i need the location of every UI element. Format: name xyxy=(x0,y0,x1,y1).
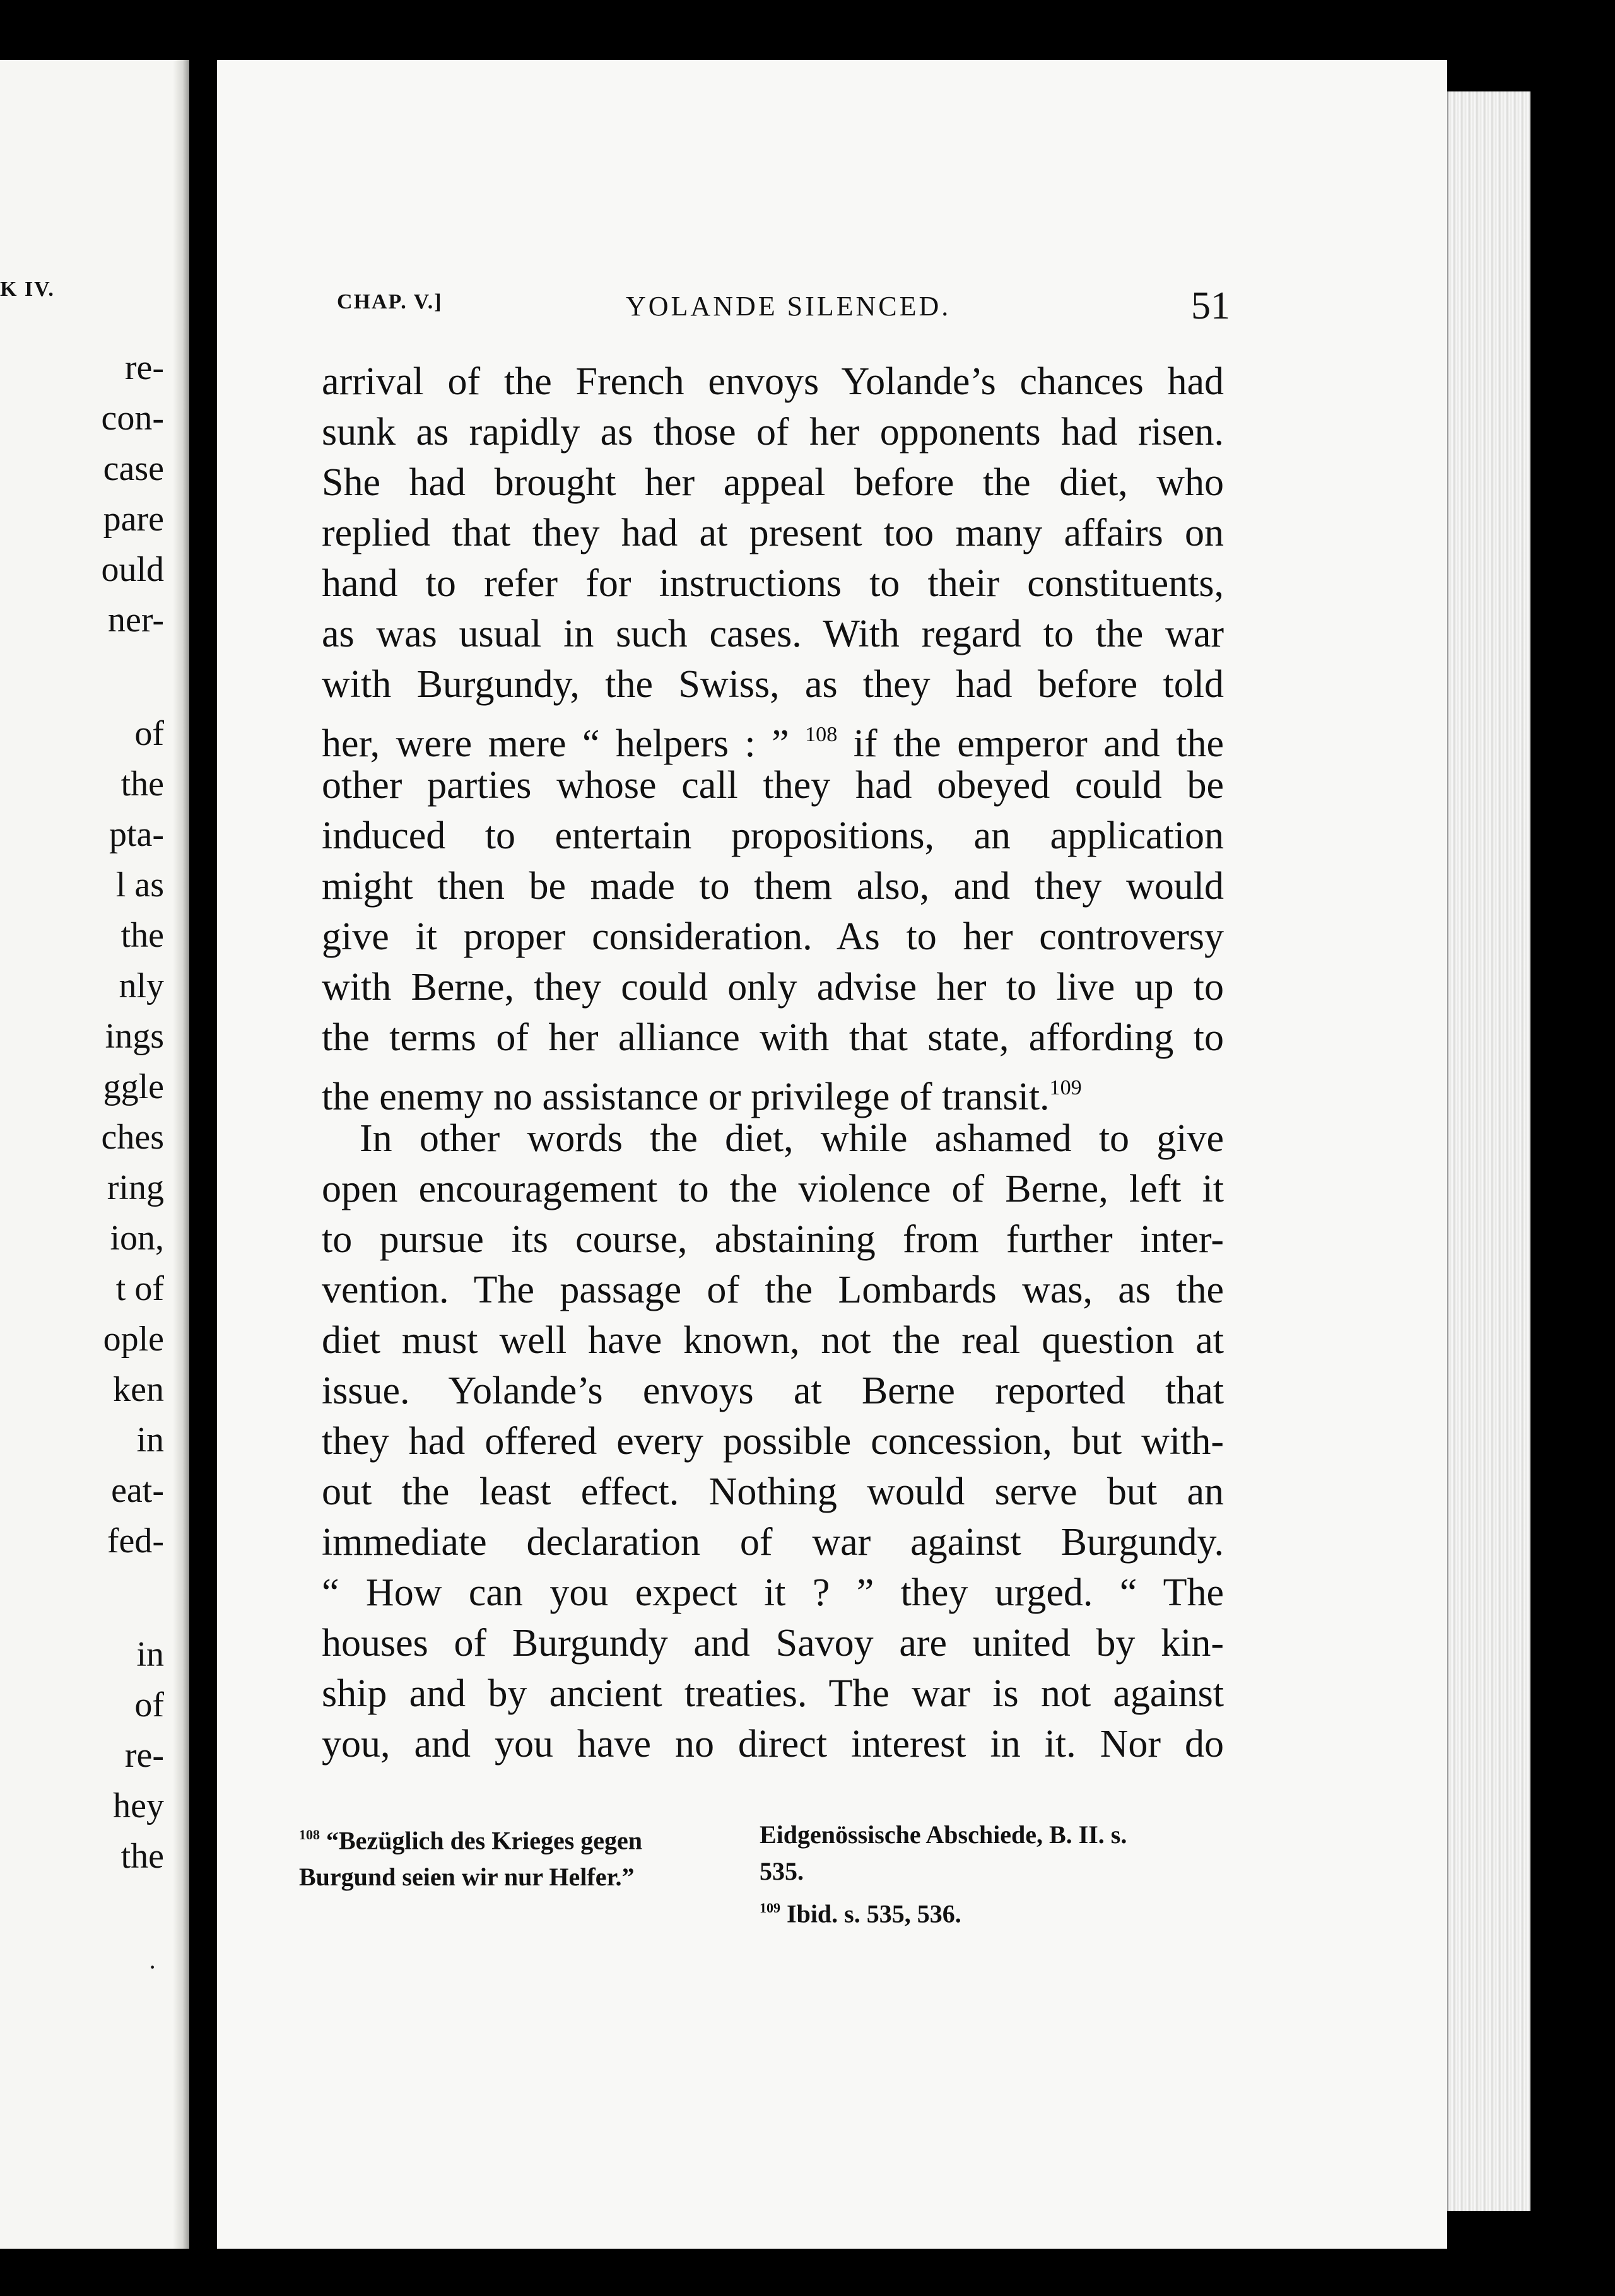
left-page-fragment: re- xyxy=(124,348,164,387)
footnote-line: Eidgenössische Abschiede, B. II. s. xyxy=(760,1820,1127,1849)
footnote-line: 535. xyxy=(760,1857,804,1885)
text-line: In other words the diet, while ashamed to give xyxy=(360,1117,1224,1160)
text-line: induced to entertain propositions, an application xyxy=(322,814,1224,857)
page-title: YOLANDE SILENCED. xyxy=(626,291,951,322)
text-line: open encouragement to the violence of Berne, left it xyxy=(322,1168,1224,1210)
left-running-head: K IV. xyxy=(0,278,55,301)
left-page-fragment: pare xyxy=(103,500,164,539)
left-page-fragment: the xyxy=(120,916,164,955)
left-page-fragment: hey xyxy=(113,1786,164,1825)
text-line: out the least effect. Nothing would serve but an xyxy=(322,1470,1224,1513)
text-line: they had offered every possible concession, but with- xyxy=(322,1420,1224,1463)
text-line: houses of Burgundy and Savoy are united by kin- xyxy=(322,1622,1224,1665)
text-line: sunk as rapidly as those of her opponents had risen. xyxy=(322,411,1224,454)
left-page-fragment: in xyxy=(136,1635,164,1674)
footnote-sources xyxy=(760,1817,1214,1932)
page-number: 51 xyxy=(1191,284,1230,327)
left-page-fragment: t of xyxy=(115,1269,164,1308)
running-head xyxy=(337,284,1230,341)
text-line: issue. Yolande’s envoys at Berne reported that xyxy=(322,1369,1224,1412)
text-line: diet must well have known, not the real question at xyxy=(322,1319,1224,1362)
text-line: other parties whose call they had obeyed could be xyxy=(322,764,1224,807)
left-page-fragment: re- xyxy=(124,1736,164,1775)
text-line: might then be made to them also, and they would xyxy=(322,865,1224,908)
left-page-fragment: ings xyxy=(105,1017,164,1056)
left-page-fragment: ken xyxy=(113,1370,164,1409)
footnote-number: 108 xyxy=(299,1827,320,1842)
body-text xyxy=(322,356,1224,1769)
left-page-fragment: the xyxy=(120,1837,164,1876)
book-spine-gap xyxy=(189,0,217,2296)
left-page-mark: · xyxy=(148,1953,157,1981)
left-page xyxy=(0,60,189,2249)
text-line: as was usual in such cases. With regard to the war xyxy=(322,612,1224,655)
left-page-fragment: ould xyxy=(101,550,164,589)
text-line-with-note xyxy=(322,1063,1224,1118)
footnote-ref-109[interactable]: 109 xyxy=(1049,1076,1082,1099)
left-page-fragment: of xyxy=(134,1685,164,1725)
text-line: “ How can you expect it ? ” they urged. “ The xyxy=(322,1571,1224,1614)
text-line: hand to refer for instructions to their constituents, xyxy=(322,562,1224,605)
left-page-fragment: ring xyxy=(107,1168,164,1207)
left-page-gutter xyxy=(173,60,189,2249)
text-line: with Burgundy, the Swiss, as they had before told xyxy=(322,663,1224,706)
left-page-fragment: fed- xyxy=(107,1521,164,1561)
left-page-fragment: eat- xyxy=(111,1471,164,1510)
chapter-label: CHAP. V.] xyxy=(337,290,443,313)
left-page-fragment: con- xyxy=(101,399,164,438)
left-page-fragment: the xyxy=(120,764,164,804)
left-page-fragment: pta- xyxy=(109,815,164,854)
text-line-with-note xyxy=(322,710,1224,765)
footnote-line xyxy=(299,1817,753,1859)
text-segment: if the emperor and the xyxy=(853,722,1224,765)
footnote-108 xyxy=(299,1817,753,1895)
text-segment: her, were mere “ helpers : ” xyxy=(322,722,789,765)
text-line: give it proper consideration. As to her controversy xyxy=(322,915,1224,958)
text-line: replied that they had at present too many affairs on xyxy=(322,512,1224,554)
text-line: with Berne, they could only advise her to live up to xyxy=(322,966,1224,1009)
left-page-fragment: ion, xyxy=(110,1219,164,1258)
footnote-text: “Bezüglich des Krieges gegen xyxy=(326,1826,643,1855)
left-page-fragment: ggle xyxy=(103,1067,164,1106)
text-line: immediate declaration of war against Burgundy. xyxy=(322,1521,1224,1564)
footnote-number: 109 xyxy=(760,1900,780,1916)
footnote-ref-108[interactable]: 108 xyxy=(805,723,838,746)
left-page-fragment: ner- xyxy=(107,600,164,640)
text-segment: the enemy no assistance or privilege of transit. xyxy=(322,1075,1050,1118)
left-page-fragment: l as xyxy=(115,865,164,905)
footnote-109 xyxy=(760,1890,1214,1932)
text-line: you, and you have no direct interest in it. Nor do xyxy=(322,1723,1224,1766)
left-page-fragment: in xyxy=(136,1420,164,1460)
left-page-fragment: of xyxy=(134,714,164,753)
left-page-fragment: ches xyxy=(101,1118,164,1157)
left-page-fragment: case xyxy=(103,449,164,488)
left-page-fragment: ople xyxy=(103,1320,164,1359)
footnote-line: Burgund seien wir nur Helfer.” xyxy=(299,1863,635,1892)
text-line: vention. The passage of the Lombards was, as the xyxy=(322,1268,1224,1311)
page-edges xyxy=(1447,91,1530,2211)
text-line: She had brought her appeal before the diet, who xyxy=(322,461,1224,504)
text-line: to pursue its course, abstaining from further inter- xyxy=(322,1218,1224,1261)
text-line: the terms of her alliance with that state, affording to xyxy=(322,1016,1224,1059)
text-line: ship and by ancient treaties. The war is not against xyxy=(322,1672,1224,1715)
left-page-fragment: nly xyxy=(119,966,164,1005)
footnote-text: Ibid. s. 535, 536. xyxy=(787,1899,961,1928)
text-line: arrival of the French envoys Yolande’s chances had xyxy=(322,360,1224,403)
